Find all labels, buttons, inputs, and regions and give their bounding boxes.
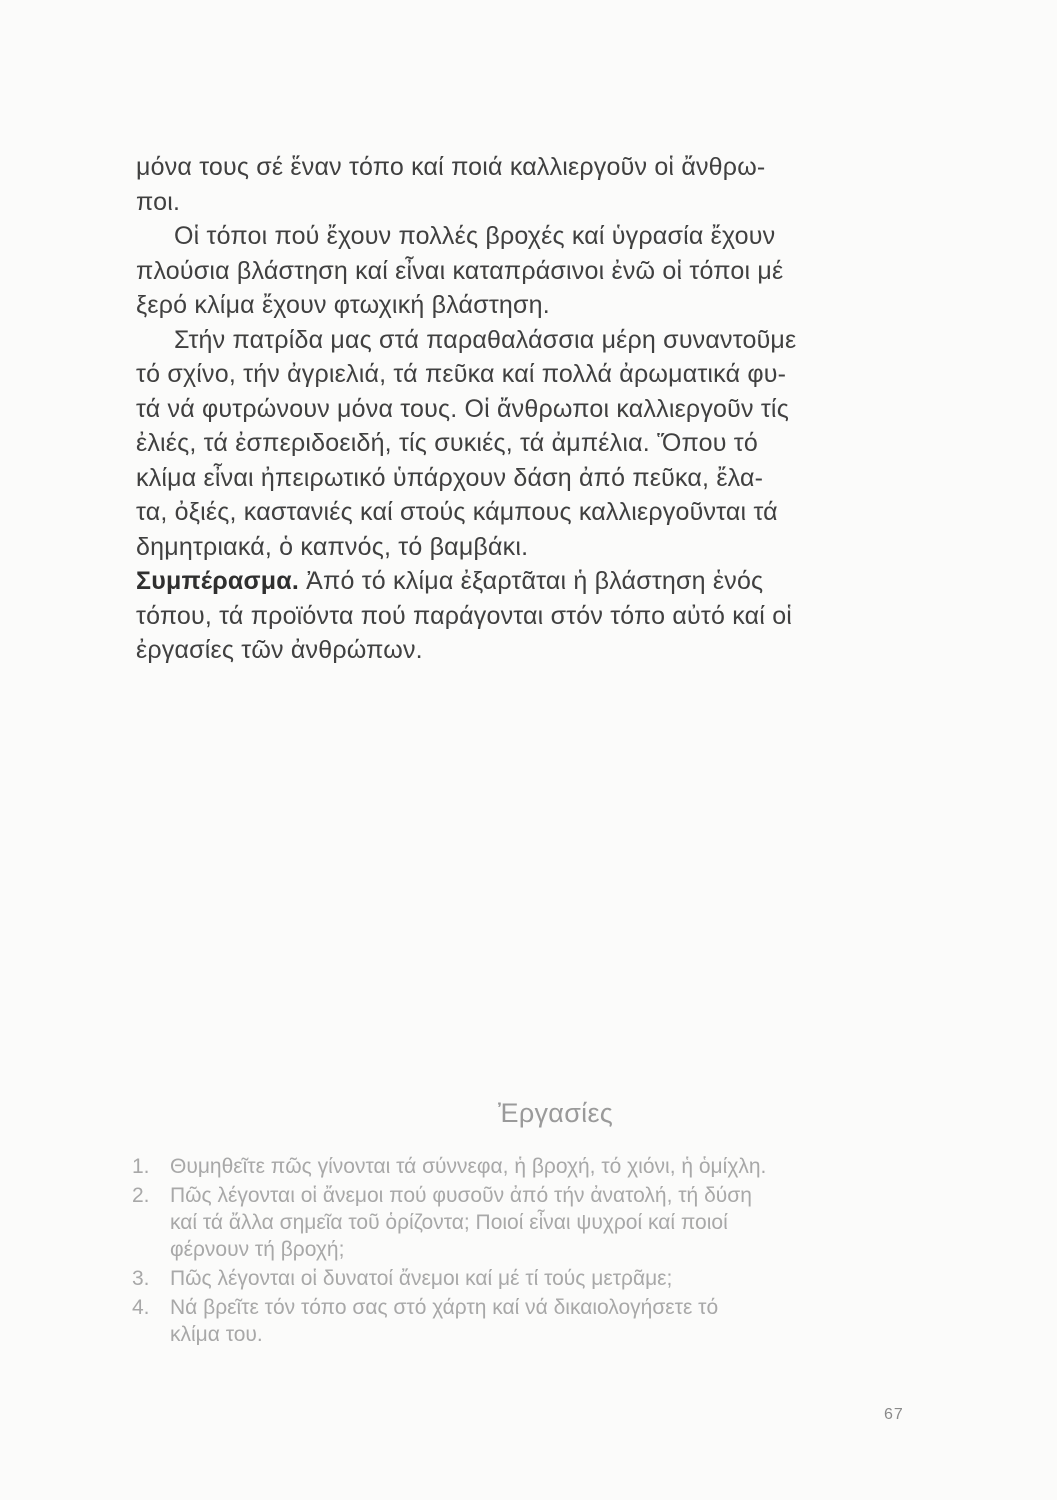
exercise-item	[132, 1294, 892, 1348]
exercise-number: 3.	[132, 1267, 150, 1290]
text-line: τό σχίνο, τήν ἀγριελιά, τά πεῦκα καί πολλά ἀρωματικά φυ-	[136, 360, 787, 388]
exercise-line: Θυμηθεῖτε πῶς γίνονται τά σύννεφα, ἡ βροχή, τό χιόνι, ἡ ὁμίχλη.	[170, 1155, 767, 1178]
exercise-line: Πῶς λέγονται οἱ δυνατοί ἄνεμοι καί μέ τί τούς μετρᾶμε;	[170, 1267, 673, 1290]
paragraph-3	[136, 323, 906, 565]
text-line: δημητριακά, ὁ καπνός, τό βαμβάκι.	[136, 532, 529, 561]
text-line: μόνα τους σέ ἕναν τόπο καί ποιά καλλιεργοῦν οἱ ἄνθρω-	[136, 153, 766, 181]
text-line: Στήν πατρίδα μας στά παραθαλάσσια μέρη συναντοῦμε	[174, 325, 797, 354]
conclusion-label: Συμπέρασμα.	[136, 567, 300, 595]
exercise-number: 2.	[132, 1184, 150, 1207]
exercise-item	[132, 1265, 892, 1292]
paragraph-1	[136, 150, 906, 219]
exercises-title	[0, 1098, 1057, 1129]
conclusion-text: Ἀπό τό κλίμα ἐξαρτᾶται ἡ βλάστηση ἑνός	[299, 567, 764, 595]
exercise-number: 1.	[132, 1155, 150, 1178]
text-line: κλίμα εἶναι ἠπειρωτικό ὑπάρχουν δάση ἀπό πεῦκα, ἔλα-	[136, 463, 764, 492]
paragraph-2	[136, 219, 906, 323]
exercise-line: Νά βρεῖτε τόν τόπο σας στό χάρτη καί νά δικαιολογήσετε τό	[170, 1296, 719, 1319]
text-line: ἐργασίες τῶν ἀνθρώπων.	[136, 636, 423, 664]
text-line: ἐλιές, τά ἐσπεριδοειδή, τίς συκιές, τά ἀμπέλια. Ὅπου τό	[136, 429, 758, 457]
text-line: ποι.	[136, 187, 181, 216]
text-line: Οἱ τόποι πού ἔχουν πολλές βροχές καί ὑγρασία ἔχουν	[174, 222, 776, 250]
exercise-line: φέρνουν τή βροχή;	[170, 1238, 345, 1261]
text-line: πλούσια βλάστηση καί εἶναι καταπράσινοι ἐνῶ οἱ τόποι μέ	[136, 256, 784, 285]
text-line: τα, ὀξιές, καστανιές καί στούς κάμπους καλλιεργοῦνται τά	[136, 498, 778, 526]
text-line: τά νά φυτρώνουν μόνα τους. Οἱ ἄνθρωποι καλλιεργοῦν τίς	[136, 394, 789, 423]
text-line: τόπου, τά προϊόντα πού παράγονται στόν τόπο αὐτό καί οἱ	[136, 601, 793, 630]
exercise-item	[132, 1182, 892, 1263]
main-text-block	[136, 150, 906, 668]
exercises-list	[132, 1153, 892, 1350]
exercise-line: καί τά ἄλλα σημεῖα τοῦ ὁρίζοντα; Ποιοί εἶναι ψυχροί καί ποιοί	[170, 1211, 728, 1234]
text-line: ξερό κλίμα ἔχουν φτωχική βλάστηση.	[136, 291, 550, 319]
exercise-number: 4.	[132, 1296, 150, 1319]
exercises-title-text: Ἐργασίες	[497, 1098, 614, 1128]
exercise-item	[132, 1153, 892, 1180]
text-line	[136, 564, 906, 599]
conclusion-paragraph	[136, 564, 906, 668]
exercise-line: Πῶς λέγονται οἱ ἄνεμοι πού φυσοῦν ἀπό τήν ἀνατολή, τή δύση	[170, 1184, 752, 1207]
exercise-line: κλίμα του.	[170, 1323, 263, 1346]
page-number: 67	[884, 1406, 904, 1423]
